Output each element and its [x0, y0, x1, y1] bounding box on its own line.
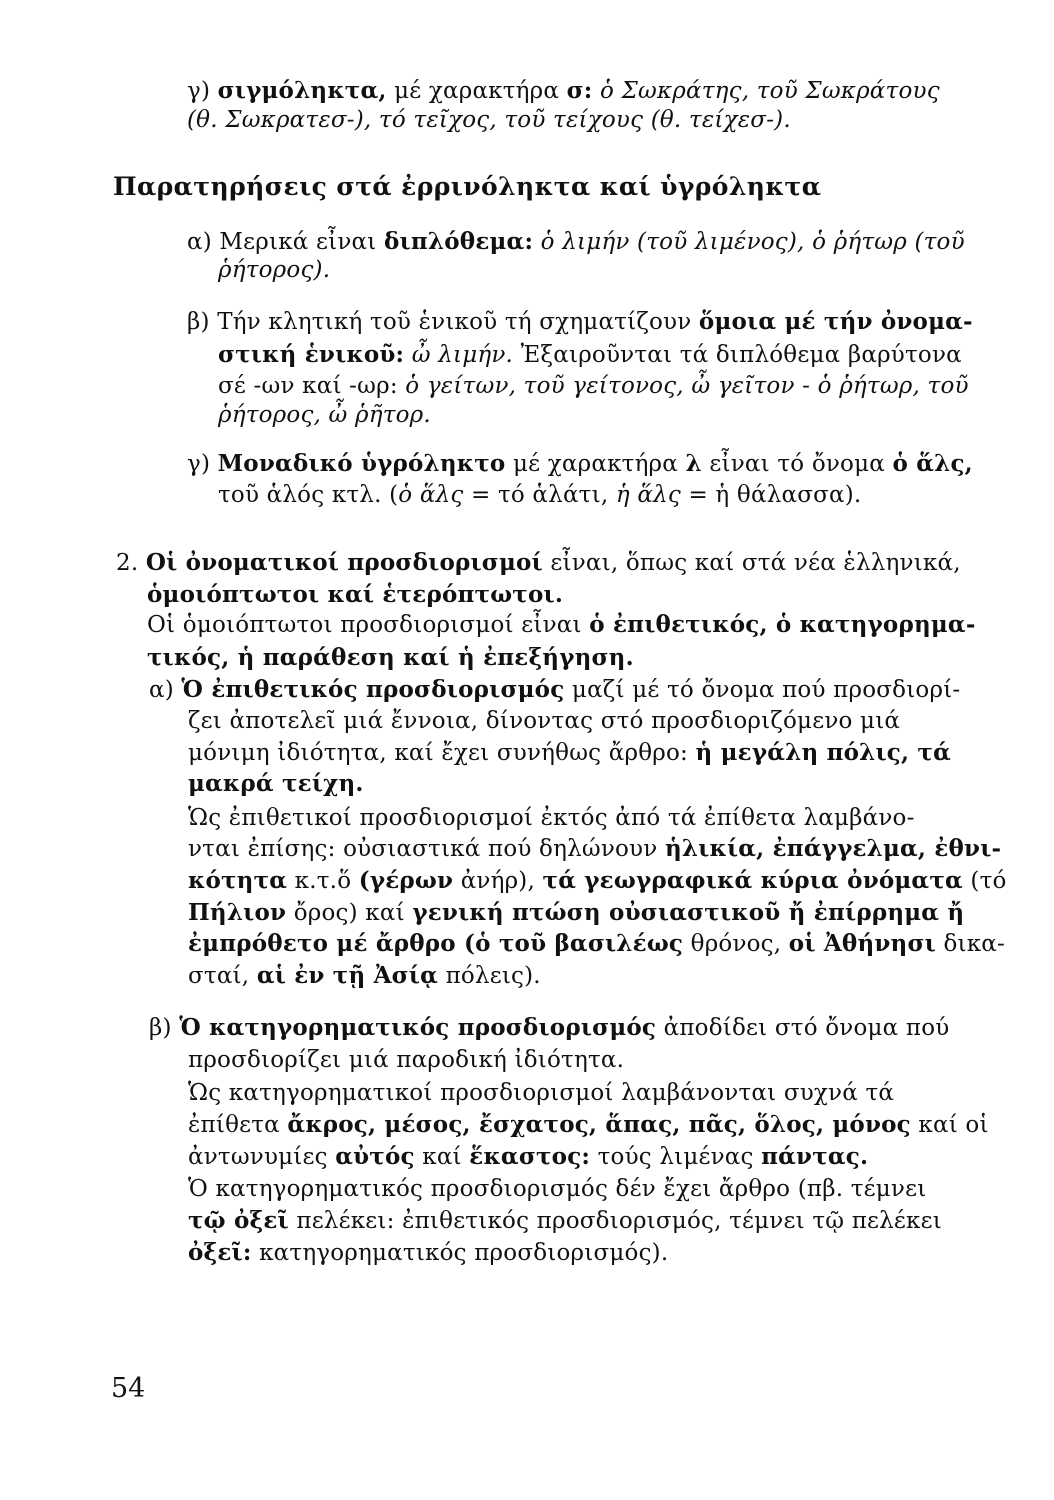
body-text: Ἐξαιροῦνται τά διπλόθεμα βαρύτονα — [520, 342, 962, 368]
body-text: μέ χαρακτήρα — [512, 451, 678, 477]
item-label: β) — [187, 309, 210, 335]
term-bold: Μοναδικό ὑγρόληκτο — [217, 450, 506, 477]
term-bold: Ὁ κατηγορηματικός προσδιορισμός — [179, 1014, 657, 1041]
term-bold: ἕκαστος: — [469, 1143, 591, 1170]
body-text: Ὡς ἐπιθετικοί προσδιορισμοί ἐκτός ἀπό τά ἐπίθετα λαμβάνο- — [188, 805, 915, 831]
obs-g-line-2 — [218, 480, 861, 510]
body-text: σέ -ων καί -ωρ: — [218, 373, 398, 399]
body-text: εἶναι τό ὄνομα — [709, 451, 885, 477]
term-bold: ἄκρος, μέσος, ἔσχατος, ἅπας, πᾶς, ὅλος, μόνος — [287, 1111, 911, 1138]
example-italic: ὁ λιμήν (τοῦ λιμένος), ὁ ῥήτωρ (τοῦ — [540, 229, 965, 255]
body-text: κ.τ.ὅ — [294, 868, 352, 894]
body-text: καί οἱ — [918, 1112, 989, 1138]
obs-b-line-1 — [187, 307, 973, 337]
example-italic: ὁ ἅλς — [398, 482, 464, 508]
term-bold: ὁ ἐπιθετικός, ὁ κατηγορημα- — [589, 611, 976, 638]
body-text: ζει ἀποτελεῖ μιά ἔννοια, δίνοντας στό προσδιοριζόμενο μιά — [188, 708, 901, 734]
body-text: εἶναι, ὅπως καί στά νέα ἑλληνικά, — [550, 550, 961, 576]
body-text: (τό — [970, 868, 1007, 894]
term-bold: Οἱ ὀνοματικοί προσδιορισμοί — [145, 549, 543, 576]
item-label: γ) — [187, 451, 211, 477]
term-bold: ἐμπρόθετο μέ ἄρθρο (ὁ τοῦ βασιλέως — [188, 930, 684, 957]
term-bold: γενική πτώση οὐσιαστικοῦ ἤ ἐπίρρημα ἤ — [412, 899, 965, 926]
section-number: 2. — [116, 550, 139, 576]
sub-b-line-6 — [188, 1174, 926, 1204]
body-text: ἀποδίδει στό ὄνομα πού — [663, 1015, 950, 1041]
term-bold: ὁμοιόπτωτοι καί ἑτερόπτωτοι. — [147, 581, 564, 608]
sub-b-line-5 — [188, 1142, 868, 1172]
obs-b-line-2 — [218, 340, 962, 370]
body-text: κατηγορηματικός προσδιορισμός). — [259, 1240, 669, 1266]
sub-b-line-8 — [188, 1238, 668, 1268]
term-bold: κότητα — [188, 867, 288, 894]
sub-a-line-10 — [188, 961, 541, 991]
sub-a-line-1 — [149, 675, 960, 705]
body-text: σταί, — [188, 963, 250, 989]
term-bold: τά γεωγραφικά κύρια ὀνόματα — [542, 867, 963, 894]
example-italic: ὁ Σωκράτης, τοῦ Σωκράτους — [600, 78, 940, 104]
term-bold: οἱ Ἀθήνησι — [788, 930, 936, 957]
term-bold: ὅμοια μέ τήν ὀνομα- — [698, 308, 973, 335]
body-text: πόλεις). — [445, 963, 541, 989]
item-label: α) — [187, 229, 212, 255]
term-bold: σιγμόληκτα, — [217, 77, 387, 104]
sub-a-line-5 — [188, 803, 915, 833]
body-text: Ὁ κατηγορηματικός προσδιορισμός δέν ἔχει ἄρθρο (πβ. τέμνει — [188, 1176, 927, 1202]
term-bold: τικός, ἡ παράθεση καί ἡ ἐπεξήγηση. — [147, 644, 634, 671]
term-bold: στική ἑνικοῦ: — [218, 341, 405, 368]
body-text: νται ἐπίσης: οὐσιαστικά πού δηλώνουν — [188, 836, 658, 862]
term-bold: ὀξεῖ: — [188, 1239, 252, 1266]
sub-b-line-2 — [188, 1045, 624, 1075]
body-text: θρόνος, — [690, 931, 782, 957]
body-text: καί — [422, 1144, 462, 1170]
term-bold: αἱ ἐν τῇ Ἀσίᾳ — [256, 962, 439, 989]
sub-a-line-3 — [188, 738, 951, 768]
sub-a-line-6 — [188, 834, 1001, 864]
body-text: προσδιορίζει μιά παροδική ἰδιότητα. — [188, 1047, 625, 1073]
body-text: ἐπίθετα — [188, 1112, 280, 1138]
obs-b-line-3 — [218, 371, 969, 401]
obs-a-line-2 — [218, 255, 330, 285]
example-italic: ὦ λιμήν. — [411, 342, 514, 368]
sub-a-line-9 — [188, 929, 1005, 959]
term-bold: (γέρων — [358, 867, 454, 894]
example-italic: ὁ γείτων, τοῦ γείτονος, ὦ γεῖτον - ὁ ῥήτωρ, τοῦ — [405, 373, 969, 399]
example-italic: ῥήτορος). — [218, 257, 331, 283]
body-text: τοῦ ἁλός κτλ. ( — [218, 482, 399, 508]
page-number: 54 — [111, 1373, 146, 1404]
body-text: ἀντωνυμίες — [188, 1144, 328, 1170]
sub-b-line-1 — [149, 1013, 949, 1043]
body-text: ἀνήρ), — [460, 868, 535, 894]
item-label: α) — [149, 677, 174, 703]
term-bold: ἡ μεγάλη πόλις, τά — [695, 739, 951, 766]
body-text: = ἡ θάλασσα). — [688, 482, 862, 508]
section-heading: Παρατηρήσεις στά ἐρρινόληκτα καί ὑγρόληκτα — [113, 172, 822, 201]
obs-g-line-1 — [187, 449, 973, 479]
term-bold: λ — [685, 450, 702, 477]
term-bold: τῷ ὀξεῖ — [188, 1207, 289, 1234]
body-text: τούς λιμένας — [597, 1144, 754, 1170]
body-text: δικα- — [943, 931, 1006, 957]
section-2-line-1 — [116, 548, 961, 578]
example-italic: ῥήτορος, ὦ ῥῆτορ. — [218, 402, 431, 428]
sigmolikta-line-1 — [187, 76, 940, 106]
item-label: γ) — [187, 78, 211, 104]
body-text: Οἱ ὁμοιόπτωτοι προσδιορισμοί εἶναι — [147, 612, 582, 638]
body-text: πελέκει: ἐπιθετικός προσδιορισμός, τέμνει τῷ πελέκει — [296, 1208, 942, 1234]
example-italic: (θ. Σωκρατεσ-), τό τεῖχος, τοῦ τείχους (θ. τείχεσ-). — [187, 107, 791, 133]
body-text: = τό ἁλάτι, — [470, 482, 609, 508]
obs-a-line-1 — [187, 227, 965, 257]
body-text: μαζί μέ τό ὄνομα πού προσδιορί- — [571, 677, 961, 703]
body-text: Ὡς κατηγορηματικοί προσδιορισμοί λαμβάνονται συχνά τά — [188, 1080, 895, 1106]
term-bold: Ὁ ἐπιθετικός προσδιορισμός — [181, 676, 565, 703]
item-label: β) — [149, 1015, 172, 1041]
term-bold: Πήλιον — [188, 899, 287, 926]
section-2-line-2 — [147, 580, 563, 610]
term-bold: διπλόθεμα: — [384, 228, 534, 255]
sub-b-line-3 — [188, 1078, 894, 1108]
body-text: μέ χαρακτήρα — [394, 78, 560, 104]
example-italic: ἡ ἅλς — [615, 482, 681, 508]
sub-a-line-8 — [188, 898, 964, 928]
sub-a-line-7 — [188, 866, 1007, 896]
section-2-line-4 — [147, 643, 634, 673]
term-bold: σ: — [566, 77, 593, 104]
body-text: Τήν κλητική τοῦ ἑνικοῦ τή σχηματίζουν — [217, 309, 692, 335]
term-bold: ἡλικία, ἐπάγγελμα, ἐθνι- — [664, 835, 1002, 862]
term-bold: μακρά τείχη. — [188, 770, 364, 797]
body-text: Μερικά εἶναι — [219, 229, 377, 255]
body-text: ὄρος) καί — [293, 900, 405, 926]
body-text: μόνιμη ἰδιότητα, καί ἔχει συνήθως ἄρθρο: — [188, 740, 688, 766]
sub-a-line-2 — [188, 706, 900, 736]
term-bold: αὐτός — [335, 1143, 415, 1170]
section-2-line-3 — [147, 610, 976, 640]
sub-a-line-4 — [188, 769, 364, 799]
term-bold: ὁ ἅλς, — [892, 450, 973, 477]
sub-b-line-4 — [188, 1110, 989, 1140]
sub-b-line-7 — [188, 1206, 942, 1236]
obs-b-line-4 — [218, 400, 431, 430]
sigmolikta-line-2 — [187, 105, 791, 135]
term-bold: πάντας. — [761, 1143, 869, 1170]
